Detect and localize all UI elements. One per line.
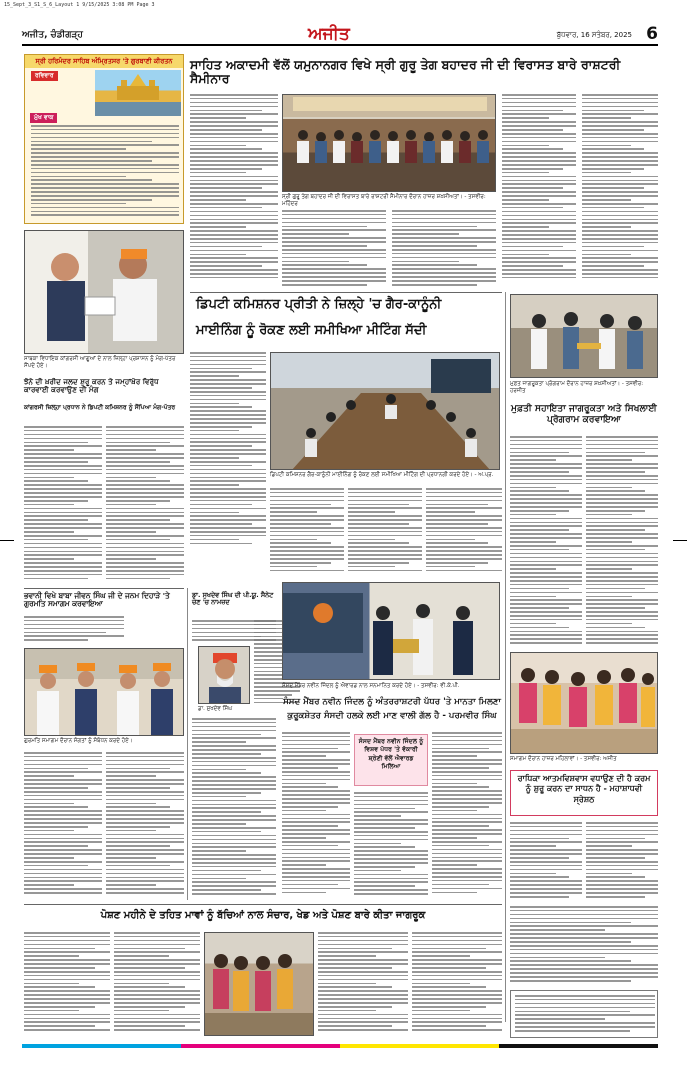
sansad-headline-line-2: ਕੁਰੂਕਸ਼ੇਤਰ ਸੰਸਦੀ ਹਲਕੇ ਲਈ ਮਾਣ ਵਾਲੀ ਗੱਲ ਹੈ - ਪਰਮਵੀਰ ਸਿੰਘ [287,711,497,721]
pull-quote-box: ਸੰਸਦ ਮੈਂਬਰ ਨਵੀਨ ਜਿੰਦਲ ਨੂੰ ਵਿਸ਼ਵ ਪੱਧਰ 'ਤੇ ਵੱਕਾਰੀ ਸ਼੍ਰੇਣੀ ਵੱਲੋਂ ਐਵਾਰਡ ਮਿਲਿਆ [354,734,428,786]
radhika-text-col-2 [586,822,658,900]
imprint-box [510,990,658,1038]
senate-headline: ਡਾ. ਸੁਖਦੇਵ ਸਿੰਘ ਦੀ ਪੀ.ਯੂ. ਸੈਨੇਟ ਚੋਣ 'ਚ ਨਾਮਜ਼ਦ [192,591,274,607]
crop-mark [0,540,14,541]
poshan-text-col-4 [412,932,502,1036]
mining-headline-line-2: ਮਾਈਨਿੰਗ ਨੂੰ ਰੋਕਣ ਲਈ ਸਮੀਖਿਆ ਮੀਟਿੰਗ ਸੱਦੀ [196,323,427,338]
gurbani-ad [24,54,184,224]
mining-text-col-2 [270,488,344,576]
poshan-headline: ਪੋਸ਼ਣ ਮਹੀਨੇ ਦੇ ਤਹਿਤ ਮਾਵਾਂ ਨੂੰ ਬੱਚਿਆਂ ਨਾਲ ਸੰਚਾਰ, ਖੇਡ ਅਤੇ ਪੋਸ਼ਣ ਬਾਰੇ ਕੀਤਾ ਜਾਗਰੂਕ [100,910,426,921]
radhika-headline: ਰਾਧਿਕਾ ਆਤਮਵਿਸ਼ਵਾਸ ਵਧਾਉਣ ਦੀ ਹੈ ਕਰਮ ਨੂੰ ਸ਼ੁਰੂ ਕਰਨ ਦਾ ਸਾਧਨ ਹੈ - ਮਹਾਸ਼ਾਧਵੀ ਸ੍ਰੇਸ਼ਠ [510,770,658,816]
awareness-caption: ਮੁਫ਼ਤ ਜਾਗਰੂਕਤਾ ਪ੍ਰੋਗਰਾਮ ਦੌਰਾਨ ਹਾਜ਼ਰ ਸ਼ਖ਼ਸੀਅਤਾਂ। - ਤਸਵੀਰ: ਹਰਜੀਤ [510,381,644,395]
women-event-photo [510,652,658,754]
masthead-logo: ਅਜੀਤ [308,24,350,44]
page-header [22,24,658,46]
divider [190,292,502,293]
ad-date-label: ਰਵਿਵਾਰ [31,71,58,81]
awareness-text-col-1 [510,436,582,648]
issue-date: ਬੁੱਧਵਾਰ, 16 ਸਤੰਬਰ, 2025 [556,31,632,39]
bhawani-text-col-2 [106,752,184,900]
ad-text [31,125,179,221]
seminar-caption: ਸ੍ਰੀ ਗੁਰੂ ਤੇਗ ਬਹਾਦਰ ਜੀ ਦੀ ਵਿਰਾਸਤ ਬਾਰੇ ਰਾਸ਼ਟਰੀ ਸੈਮੀਨਾਰ ਦੌਰਾਨ ਹਾਜ਼ਰ ਸ਼ਖ਼ਸੀਅਤਾਂ। - ਤਸਵੀਰ: ਮਹਿੰਦਰ [282,194,486,208]
sansad-text-col-3 [432,732,502,900]
poshan-photo [204,932,314,1036]
poshan-text-col-1 [24,932,110,1036]
seminar-text-col-1 [190,94,278,288]
divider [24,904,502,905]
paddy-text-col-2 [106,426,184,584]
color-registration-strip [22,1044,658,1048]
awareness-headline: ਮੁਫ਼ਤੀ ਸਹਾਇਤਾ ਜਾਗਰੂਕਤਾ ਅਤੇ ਸਿਖਲਾਈ ਪ੍ਰੋਗਰਾਮ ਕਰਵਾਇਆ [511,403,657,425]
bhawani-headline: ਭਵਾਨੀ ਵਿਖੇ ਬਾਬਾ ਜੀਵਨ ਸਿੰਘ ਜੀ ਦੇ ਜਨਮ ਦਿਹਾੜੇ 'ਤੇ ਗੁਰਮਤਿ ਸਮਾਗਮ ਕਰਵਾਇਆ [24,591,170,609]
column-rule [505,292,506,1022]
imprint-text [515,995,655,1035]
radhika-text-col-1 [510,822,582,900]
print-slug: 15_Sept_3_S1_S_6_Layout 1 9/15/2025 3:08 PM Page 3 [4,2,155,8]
ad-title: ਸ੍ਰੀ ਹਰਿਮੰਦਰ ਸਾਹਿਬ ਅੰਮ੍ਰਿਤਸਰ 'ਤੇ ਗੁਰਬਾਣੀ ਕੀਰਤਨ [25,55,183,68]
bhawani-text-top [24,616,124,644]
senate-text-col [192,718,276,900]
sansad-text-col-2 [354,792,428,900]
poshan-text-col-3 [318,932,408,1036]
bhawani-photo [24,648,184,736]
ad-badge: ਮੁੱਖ ਵਾਕ [30,113,57,123]
mining-caption: ਡਿਪਟੀ ਕਮਿਸ਼ਨਰ ਗੈਰ-ਕਾਨੂੰਨੀ ਮਾਈਨਿੰਗ ਨੂੰ ਰੋਕਣ ਲਈ ਸਮੀਖਿਆ ਮੀਟਿੰਗ ਦੀ ਪ੍ਰਧਾਨਗੀ ਕਰਦੇ ਹੋਏ। - ਅ.ਪ੍ਰ. [270,472,494,478]
seminar-photo [282,94,496,192]
memorandum-photo [24,230,184,354]
mining-text-col-4 [426,488,502,576]
senate-portrait-caption: ਡਾ. ਸੁਖਦੇਵ ਸਿੰਘ [198,706,233,712]
senate-portrait [198,646,250,704]
edition-label: ਅਜੀਤ, ਚੰਡੀਗੜ੍ਹ [22,30,83,40]
seminar-text-col-3 [392,210,496,288]
awareness-text-col-2 [586,436,658,648]
crop-mark [673,540,687,541]
paddy-subheadline: ਕਾਂਗਰਸੀ ਜ਼ਿਲ੍ਹਾ ਪ੍ਰਧਾਨ ਨੇ ਡਿਪਟੀ ਕਮਿਸ਼ਨਰ ਨੂੰ ਸੌਂਪਿਆ ਮੰਗ-ਪੱਤਰ [24,404,176,411]
notice-text [510,906,658,986]
page-number: 6 [646,24,658,44]
bhawani-caption: ਗੁਰਮਤਿ ਸਮਾਗਮ ਦੌਰਾਨ ਸੰਗਤਾਂ ਨੂੰ ਸੰਬੋਧਨ ਕਰਦੇ ਹੋਏ। [24,738,133,744]
seminar-text-col-5 [582,94,658,288]
seminar-headline: ਸਾਹਿਤ ਅਕਾਦਮੀ ਵੱਲੋਂ ਯਮੁਨਾਨਗਰ ਵਿਖੇ ਸ੍ਰੀ ਗੁਰੂ ਤੇਗ ਬਹਾਦਰ ਜੀ ਦੀ ਵਿਰਾਸਤ ਬਾਰੇ ਰਾਸ਼ਟਰੀ ਸੈਮੀਨਾਰ [190,57,621,87]
seminar-text-col-4 [502,94,576,288]
sansad-text-col-1 [282,732,350,900]
poshan-text-col-2 [114,932,200,1036]
mining-meeting-photo [270,352,500,470]
column-rule [187,588,188,900]
mining-text-col-3 [348,488,422,576]
paddy-text-col-1 [24,426,102,584]
memorandum-caption: ਸਾਬਕਾ ਵਿਧਾਇਕ ਕਾਂਗਰਸੀ ਆਗੂਆਂ ਦੇ ਨਾਲ ਜ਼ਿਲ੍ਹਾ ਪ੍ਰਸ਼ਾਸਨ ਨੂੰ ਮੰਗ-ਪੱਤਰ ਸੌਂਪਦੇ ਹੋਏ। [24,356,176,370]
seminar-text-col-2 [282,210,386,288]
divider [24,588,184,589]
awareness-photo [510,294,658,378]
award-photo [282,582,500,680]
bhawani-text-col-1 [24,752,102,900]
paddy-headline: ਝੋਨੇ ਦੀ ਖ਼ਰੀਦ ਜਲਦ ਸ਼ੁਰੂ ਕਰਨ ਤੇ ਜਮ੍ਹਾਂਖ਼ੋਰ ਵਿਰੁੱਧ ਕਾਰਵਾਈ ਕਰਵਾਉਣ ਦੀ ਮੰਗ [24,377,159,395]
mining-text-col-1 [190,352,266,554]
mining-headline-line-1: ਡਿਪਟੀ ਕਮਿਸ਼ਨਰ ਪ੍ਰੀਤੀ ਨੇ ਜ਼ਿਲ੍ਹੇ 'ਚ ਗੈਰ-ਕਾਨੂੰਨੀ [196,297,442,312]
award-caption: ਸੰਸਦ ਮੈਂਬਰ ਨਵੀਨ ਜਿੰਦਲ ਨੂੰ ਐਵਾਰਡ ਨਾਲ ਸਨਮਾਨਿਤ ਕਰਦੇ ਹੋਏ। - ਤਸਵੀਰ: ਵੀ.ਕੇ.ਪੀ. [282,683,460,689]
golden-temple-image [95,70,181,116]
sansad-headline-line-1: ਸੰਸਦ ਮੈਂਬਰ ਨਵੀਨ ਜਿੰਦਲ ਨੂੰ ਅੰਤਰਰਾਸ਼ਟਰੀ ਪੱਧਰ 'ਤੇ ਮਾਨਤਾ ਮਿਲਣਾ [283,697,501,707]
women-event-caption: ਸਮਾਗਮ ਦੌਰਾਨ ਹਾਜ਼ਰ ਮਹਿਲਾਵਾਂ। - ਤਸਵੀਰ: ਅਜੀਤ [510,756,617,762]
